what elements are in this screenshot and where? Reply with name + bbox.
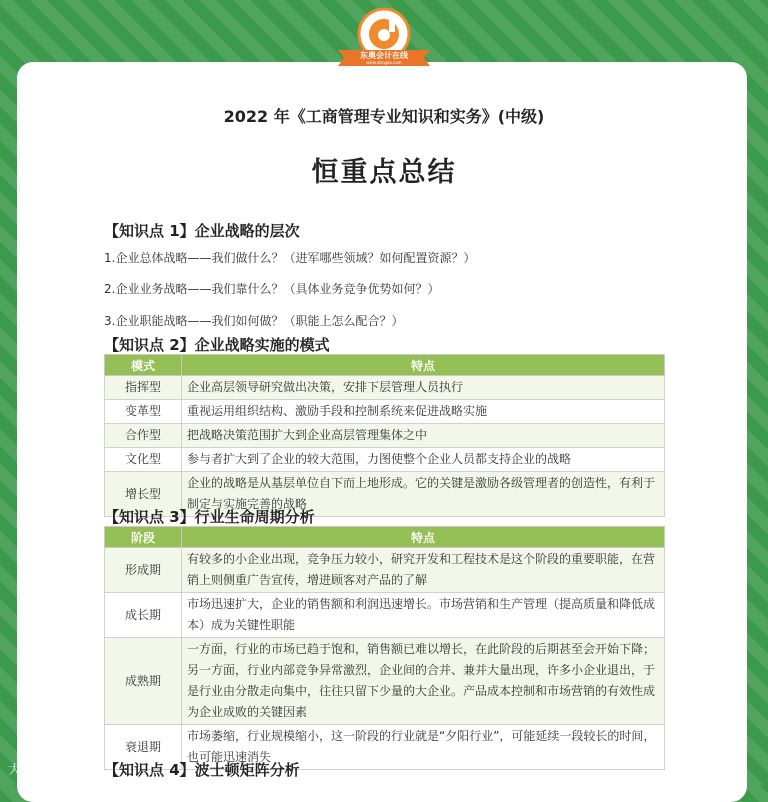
kp1-title: 【知识点 1】企业战略的层次 — [104, 222, 300, 240]
table-row — [105, 548, 665, 593]
watermark: 大数跨境 — [8, 763, 61, 778]
feature-cell: 参与者扩大到了企业的较大范围，力图使整个企业人员都支持企业的战略 — [182, 448, 665, 472]
table-row — [105, 448, 665, 472]
kp2-title: 【知识点 2】企业战略实施的模式 — [104, 336, 330, 354]
document-title: 2022 年《工商管理专业知识和实务》(中级) — [223, 107, 545, 126]
kp1-line-2: 2.企业业务战略——我们靠什么？（具体业务竞争优势如何？） — [104, 282, 440, 296]
mode-cell: 指挥型 — [105, 376, 182, 400]
feature-cell: 市场萎缩，行业规模缩小，这一阶段的行业就是“夕阳行业”，可能延续一段较长的时间，也可能迅速消失 — [182, 725, 665, 770]
table-row — [105, 400, 665, 424]
document-heading: 恒重点总结 — [311, 157, 457, 188]
kp1-line-3: 3.企业职能战略——我们如何做？（职能上怎么配合？） — [104, 314, 404, 328]
mode-cell: 增长型 — [105, 472, 182, 517]
stage-cell: 成长期 — [105, 593, 182, 638]
column-header-feature: 特点 — [182, 527, 665, 548]
feature-cell: 市场迅速扩大，企业的销售额和利润迅速增长。市场营销和生产管理（提高质量和降低成本）成为关键性职能 — [182, 593, 665, 638]
table-row — [105, 424, 665, 448]
feature-cell: 一方面，行业的市场已趋于饱和，销售额已难以增长，在此阶段的后期甚至会开始下降；另一方面，行业内部竞争异常激烈，企业间的合并、兼并大量出现，许多小企业退出，于是行业由分散走向集中，往往只留下少量的大企业。产品成本控制和市场营销的有效性成为企业成败的关键因素 — [182, 638, 665, 725]
stage-cell: 成熟期 — [105, 638, 182, 725]
stage-cell: 形成期 — [105, 548, 182, 593]
logo-text: 东奥会计在线 — [360, 51, 408, 60]
kp1-line-1: 1.企业总体战略——我们做什么？（进军哪些领域？如何配置资源？） — [104, 251, 476, 265]
column-header-feature: 特点 — [182, 355, 665, 376]
column-header-stage: 阶段 — [105, 527, 182, 548]
feature-cell: 企业的战略是从基层单位自下而上地形成。它的关键是激励各级管理者的创造性，有利于制定与实施完善的战略 — [182, 472, 665, 517]
logo-url: www.dongao.com — [366, 60, 402, 65]
mode-cell: 合作型 — [105, 424, 182, 448]
mode-cell: 文化型 — [105, 448, 182, 472]
column-header-mode: 模式 — [105, 355, 182, 376]
industry-lifecycle-table — [104, 526, 665, 770]
table-row — [105, 638, 665, 725]
mode-cell: 变革型 — [105, 400, 182, 424]
kp3-title: 【知识点 3】行业生命周期分析 — [104, 508, 315, 526]
feature-cell: 企业高层领导研究做出决策，安排下层管理人员执行 — [182, 376, 665, 400]
feature-cell: 把战略决策范围扩大到企业高层管理集体之中 — [182, 424, 665, 448]
kp4-title: 【知识点 4】波士顿矩阵分析 — [104, 761, 300, 779]
feature-cell: 有较多的小企业出现，竞争压力较小，研究开发和工程技术是这个阶段的重要职能，在营销上则侧重广告宣传，增进顾客对产品的了解 — [182, 548, 665, 593]
table-row — [105, 593, 665, 638]
strategy-modes-table — [104, 354, 665, 517]
stage-cell: 衰退期 — [105, 725, 182, 770]
feature-cell: 重视运用组织结构、激励手段和控制系统来促进战略实施 — [182, 400, 665, 424]
table-row — [105, 376, 665, 400]
dongao-logo — [332, 6, 436, 72]
